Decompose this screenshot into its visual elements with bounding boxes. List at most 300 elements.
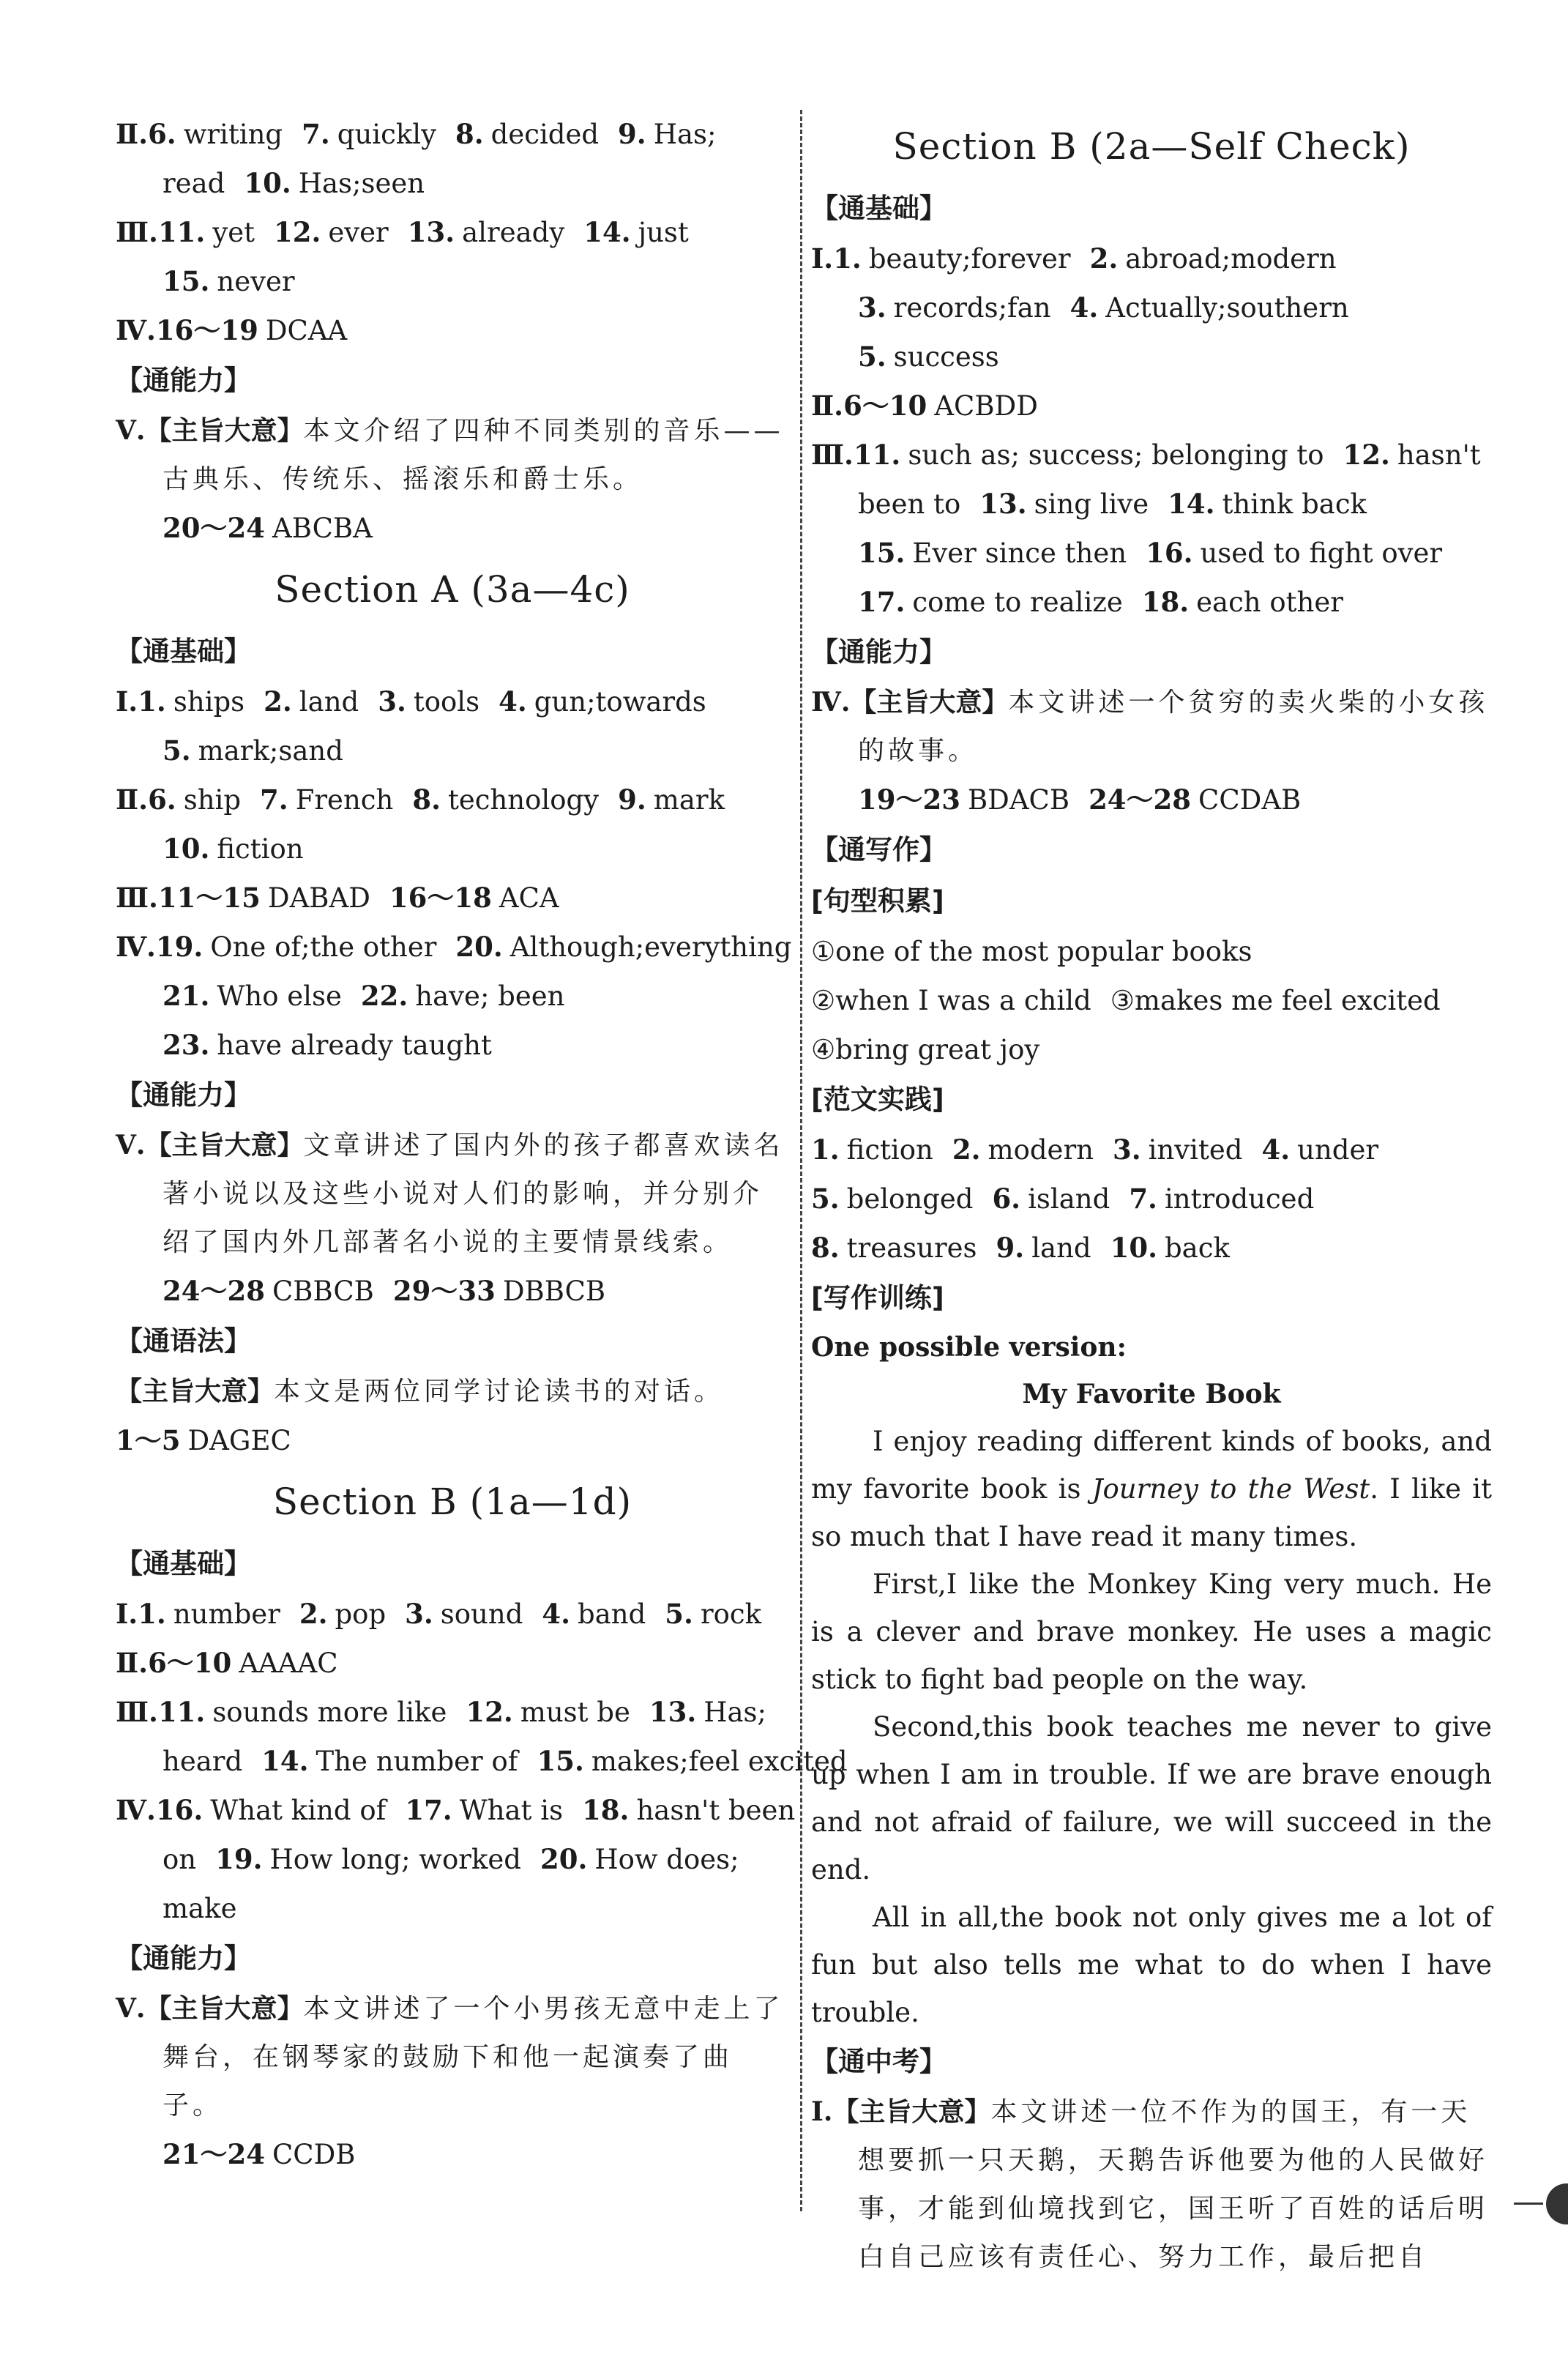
answer-line bbox=[116, 1737, 848, 1786]
category-heading: 【通能力】 bbox=[116, 1079, 251, 1111]
answer-item bbox=[405, 1598, 523, 1630]
item-number: 22. bbox=[360, 980, 408, 1012]
item-number: 19～23 bbox=[858, 783, 960, 816]
answer-line bbox=[811, 381, 1492, 431]
answer-item bbox=[811, 936, 1252, 967]
item-number: 17. bbox=[858, 586, 906, 618]
answer-item bbox=[1261, 1134, 1378, 1166]
answer-item bbox=[858, 488, 960, 520]
item-answer: DCAA bbox=[265, 315, 348, 346]
item-answer: Has;seen bbox=[298, 168, 425, 199]
answer-line bbox=[116, 1884, 789, 1933]
answer-item bbox=[163, 1844, 196, 1875]
main-idea bbox=[116, 1121, 789, 1267]
section-title: Section B (1a—1d) bbox=[272, 1481, 632, 1523]
book-title: Journey to the West bbox=[1091, 1473, 1370, 1505]
answer-item bbox=[264, 686, 359, 718]
answer-line bbox=[116, 824, 789, 874]
item-answer: technology bbox=[447, 784, 600, 816]
item-answer: yet bbox=[212, 217, 255, 248]
item-number: 15. bbox=[858, 537, 906, 569]
answer-item bbox=[618, 784, 725, 816]
item-number: 9. bbox=[618, 118, 646, 150]
item-number: 15. bbox=[537, 1745, 584, 1777]
item-number: Ⅰ.1. bbox=[116, 685, 166, 718]
item-number: 13. bbox=[407, 216, 455, 248]
item-answer: band bbox=[578, 1598, 646, 1630]
item-number: 8. bbox=[455, 118, 484, 150]
item-answer: modern bbox=[988, 1134, 1094, 1166]
item-answer: makes;feel excited bbox=[591, 1746, 848, 1777]
answer-item bbox=[811, 1183, 973, 1215]
subcategory-heading: [写作训练] bbox=[811, 1282, 944, 1314]
item-number: 19. bbox=[215, 1843, 263, 1875]
answer-item bbox=[163, 513, 373, 544]
answer-item bbox=[992, 1183, 1110, 1215]
item-answer: each other bbox=[1196, 587, 1343, 618]
item-answer: Has; bbox=[703, 1697, 767, 1728]
item-number: 3. bbox=[378, 685, 406, 718]
answer-item bbox=[393, 1276, 605, 1307]
answer-item bbox=[466, 1697, 630, 1728]
main-idea bbox=[116, 1367, 789, 1416]
item-answer: One of;the other bbox=[210, 931, 437, 963]
answer-item bbox=[858, 784, 1069, 816]
answer-line bbox=[811, 283, 1492, 332]
item-answer: rock bbox=[700, 1598, 762, 1630]
item-answer: have; been bbox=[415, 980, 565, 1012]
item-answer: island bbox=[1028, 1183, 1110, 1215]
answer-item bbox=[163, 1276, 374, 1307]
right-column bbox=[811, 110, 1492, 2282]
answer-line bbox=[811, 1174, 1492, 1224]
answer-line bbox=[116, 159, 789, 208]
paragraph-text: First,I like the Monkey King very much. He is a clever and brave monkey. He uses a magic stick to fight bad people on the way. bbox=[811, 1568, 1492, 1695]
answer-item bbox=[274, 217, 389, 248]
answer-line bbox=[116, 1021, 789, 1070]
item-answer: land bbox=[299, 686, 359, 718]
answer-line bbox=[811, 927, 1492, 976]
answer-item bbox=[163, 1893, 236, 1924]
item-answer: hasn't bbox=[1397, 439, 1481, 471]
answer-item bbox=[116, 1598, 280, 1630]
answer-item bbox=[361, 980, 565, 1012]
item-answer: records;fan bbox=[893, 292, 1051, 324]
answer-item bbox=[1089, 784, 1301, 816]
item-number: 2. bbox=[952, 1133, 981, 1166]
category-heading: 【通能力】 bbox=[811, 636, 947, 668]
answer-item bbox=[811, 1232, 977, 1264]
item-answer: ever bbox=[328, 217, 389, 248]
item-answer: DAGEC bbox=[187, 1425, 291, 1456]
category-heading: 【通基础】 bbox=[116, 636, 251, 667]
item-answer: tools bbox=[413, 686, 480, 718]
essay-title: My Favorite Book bbox=[1022, 1379, 1281, 1410]
item-answer: make bbox=[163, 1893, 237, 1924]
item-number: 18. bbox=[582, 1794, 630, 1826]
answer-item bbox=[163, 980, 342, 1012]
answer-item bbox=[811, 1134, 933, 1166]
item-answer: What kind of bbox=[210, 1795, 387, 1826]
answer-line bbox=[811, 529, 1492, 578]
item-number: 12. bbox=[273, 216, 321, 248]
answer-item bbox=[979, 488, 1149, 520]
answer-item bbox=[116, 686, 244, 718]
item-number: 7. bbox=[1129, 1183, 1157, 1215]
answer-line bbox=[811, 480, 1492, 529]
item-answer: number bbox=[173, 1598, 280, 1630]
answer-item bbox=[116, 882, 370, 914]
answer-line bbox=[811, 431, 1492, 480]
item-number: 12. bbox=[466, 1696, 513, 1728]
answer-item bbox=[1110, 1232, 1230, 1264]
item-number: 18. bbox=[1141, 586, 1190, 618]
item-answer: invited bbox=[1148, 1134, 1243, 1166]
item-answer: decided bbox=[490, 119, 600, 150]
item-number: 24～28 bbox=[163, 1275, 265, 1307]
main-idea-text: 本文是两位同学讨论读书的对话。 bbox=[274, 1377, 725, 1407]
main-idea bbox=[811, 2088, 1492, 2282]
answer-item bbox=[1113, 1134, 1243, 1166]
item-number: 4. bbox=[1261, 1133, 1291, 1166]
item-answer: BDACB bbox=[967, 784, 1070, 816]
item-number: Ⅲ.11～15 bbox=[116, 882, 261, 914]
answer-line bbox=[116, 1416, 789, 1465]
answer-line bbox=[116, 1267, 789, 1316]
answer-item bbox=[1070, 292, 1349, 324]
item-answer: mark bbox=[653, 784, 725, 816]
essay-paragraph bbox=[811, 1703, 1492, 1894]
answer-item bbox=[858, 587, 1123, 618]
category-heading: 【通能力】 bbox=[116, 365, 251, 396]
item-number: 2. bbox=[1089, 242, 1119, 275]
item-answer: ①one of the most popular books bbox=[811, 936, 1252, 967]
main-idea-label: Ⅰ.【主旨大意】 bbox=[811, 2096, 991, 2127]
item-number: 14. bbox=[1168, 488, 1215, 520]
item-answer: French bbox=[295, 784, 394, 816]
item-answer: heard bbox=[163, 1746, 243, 1777]
item-number: Ⅱ.6～10 bbox=[116, 1647, 232, 1679]
item-number: 3. bbox=[858, 291, 886, 324]
item-answer: ACA bbox=[499, 882, 559, 914]
main-idea-text: 本文介绍了四种不同类别的音乐——古典乐、传统乐、摇滚乐和爵士乐。 bbox=[163, 416, 784, 494]
answer-item bbox=[408, 217, 565, 248]
answer-line bbox=[116, 306, 789, 355]
item-answer: Has; bbox=[653, 119, 717, 150]
page-number-tab bbox=[1546, 2183, 1568, 2224]
item-number: 8. bbox=[811, 1232, 840, 1264]
answer-item bbox=[163, 266, 295, 297]
item-number: 5. bbox=[163, 734, 191, 767]
main-idea-text: 文章讲述了国内外的孩子都喜欢读名著小说以及这些小说对人们的影响，并分别介绍了国内外几部著名小说的主要情景线索。 bbox=[163, 1131, 784, 1257]
item-answer: think back bbox=[1222, 488, 1367, 520]
answer-item bbox=[583, 217, 689, 248]
answer-item bbox=[163, 833, 304, 865]
item-number: 7. bbox=[302, 118, 330, 150]
item-answer: DABAD bbox=[267, 882, 370, 914]
answer-item bbox=[858, 292, 1051, 324]
answer-item bbox=[260, 784, 393, 816]
column-divider bbox=[800, 110, 802, 2211]
answer-item bbox=[299, 1598, 386, 1630]
item-number: Ⅱ.6. bbox=[116, 783, 176, 816]
answer-item bbox=[858, 341, 999, 373]
main-idea-label: Ⅴ.【主旨大意】 bbox=[116, 415, 304, 446]
answer-item bbox=[811, 439, 1324, 471]
item-answer: ③makes me feel excited bbox=[1110, 985, 1441, 1016]
answer-line bbox=[116, 1786, 796, 1835]
item-answer: ④bring great joy bbox=[811, 1034, 1040, 1065]
item-answer: just bbox=[638, 217, 689, 248]
answer-item bbox=[618, 119, 716, 150]
answer-item bbox=[811, 985, 1091, 1016]
category-heading: 【通能力】 bbox=[116, 1943, 251, 1974]
item-number: 10. bbox=[1110, 1232, 1157, 1264]
answer-item bbox=[996, 1232, 1091, 1264]
item-answer: fiction bbox=[217, 833, 304, 865]
main-idea-text: 本文讲述一个贫穷的卖火柴的小女孩的故事。 bbox=[858, 688, 1489, 766]
item-answer: must be bbox=[520, 1697, 630, 1728]
item-answer: CCDB bbox=[272, 2139, 356, 2170]
answer-item bbox=[540, 1844, 739, 1875]
answer-line bbox=[116, 775, 789, 824]
item-answer: ships bbox=[173, 686, 245, 718]
item-number: 14. bbox=[583, 216, 631, 248]
answer-item bbox=[116, 217, 255, 248]
answer-item bbox=[378, 686, 479, 718]
item-answer: beauty;forever bbox=[868, 243, 1071, 275]
essay-paragraph bbox=[811, 1894, 1492, 2036]
item-answer: ABCBA bbox=[272, 513, 373, 544]
answer-item bbox=[163, 1029, 492, 1061]
item-number: 21. bbox=[163, 980, 210, 1012]
essay-paragraph bbox=[811, 1418, 1492, 1560]
answer-item bbox=[542, 1598, 646, 1630]
item-number: 20. bbox=[455, 931, 503, 963]
answer-item bbox=[302, 119, 436, 150]
answer-item bbox=[116, 1795, 386, 1826]
answer-line bbox=[811, 1224, 1492, 1273]
item-number: Ⅱ.6. bbox=[116, 118, 176, 150]
item-number: Ⅳ.16～19 bbox=[116, 314, 258, 346]
item-answer: AAAAC bbox=[239, 1647, 338, 1679]
item-answer: under bbox=[1297, 1134, 1379, 1166]
answer-line bbox=[116, 1835, 789, 1884]
item-number: 4. bbox=[542, 1598, 571, 1630]
item-answer: have already taught bbox=[217, 1029, 492, 1061]
item-number: 1. bbox=[811, 1133, 840, 1166]
item-answer: How does; bbox=[594, 1844, 739, 1875]
answer-item bbox=[1343, 439, 1481, 471]
answer-item bbox=[455, 119, 599, 150]
left-column bbox=[116, 110, 848, 2179]
answer-item bbox=[116, 784, 241, 816]
answer-line bbox=[811, 976, 1492, 1025]
item-answer: never bbox=[217, 266, 295, 297]
item-answer: writing bbox=[183, 119, 283, 150]
paragraph-text: All in all,the book not only gives me a lot of fun but also tells me what to do when I have trouble. bbox=[811, 1902, 1492, 2028]
item-number: 23. bbox=[163, 1029, 210, 1061]
item-answer: back bbox=[1164, 1232, 1230, 1264]
answer-item bbox=[499, 686, 706, 718]
item-number: 13. bbox=[979, 488, 1027, 520]
answer-line bbox=[116, 110, 789, 159]
answer-item bbox=[163, 2139, 355, 2170]
item-answer: How long; worked bbox=[269, 1844, 521, 1875]
answer-line bbox=[811, 332, 1492, 381]
main-idea-label: Ⅴ.【主旨大意】 bbox=[116, 1993, 304, 2024]
essay-paragraph bbox=[811, 1560, 1492, 1703]
item-number: 15. bbox=[163, 265, 210, 297]
answer-line bbox=[811, 1125, 1492, 1174]
item-answer: used to fight over bbox=[1200, 537, 1443, 569]
item-answer: quickly bbox=[337, 119, 436, 150]
answer-item bbox=[412, 784, 599, 816]
item-number: Ⅱ.6～10 bbox=[811, 390, 927, 422]
item-answer: been to bbox=[858, 488, 961, 520]
item-answer: sounds more like bbox=[212, 1697, 447, 1728]
main-idea bbox=[811, 678, 1492, 775]
answer-line bbox=[116, 874, 789, 923]
item-number: 7. bbox=[260, 783, 288, 816]
answer-line bbox=[116, 1639, 789, 1688]
answer-item bbox=[952, 1134, 1094, 1166]
answer-line bbox=[811, 1025, 1492, 1074]
answer-item bbox=[261, 1746, 518, 1777]
item-number: Ⅲ.11. bbox=[811, 439, 901, 471]
item-answer: The number of bbox=[316, 1746, 518, 1777]
item-number: 12. bbox=[1343, 439, 1390, 471]
answer-item bbox=[116, 931, 436, 963]
item-number: 17. bbox=[405, 1794, 452, 1826]
answer-item bbox=[116, 119, 283, 150]
item-answer: ship bbox=[183, 784, 242, 816]
answer-item bbox=[163, 1746, 242, 1777]
item-number: Ⅳ.16. bbox=[116, 1794, 204, 1826]
item-number: Ⅲ.11. bbox=[116, 216, 206, 248]
item-answer: treasures bbox=[846, 1232, 977, 1264]
item-answer: come to realize bbox=[912, 587, 1123, 618]
item-answer: on bbox=[163, 1844, 197, 1875]
answer-line bbox=[116, 2130, 789, 2179]
item-answer: read bbox=[163, 168, 225, 199]
answer-line bbox=[811, 578, 1492, 627]
item-number: 16. bbox=[1146, 537, 1193, 569]
answer-line bbox=[116, 504, 789, 553]
answer-item bbox=[1142, 587, 1343, 618]
answer-item bbox=[116, 1697, 447, 1728]
item-number: 29～33 bbox=[392, 1275, 496, 1307]
answer-item bbox=[1168, 488, 1367, 520]
main-idea bbox=[116, 1984, 789, 2130]
answer-item bbox=[389, 882, 559, 914]
page-number-dash bbox=[1514, 2203, 1543, 2205]
main-idea-label: Ⅳ.【主旨大意】 bbox=[811, 687, 1009, 718]
answer-line bbox=[116, 1688, 789, 1737]
item-number: 14. bbox=[261, 1745, 309, 1777]
item-answer: Ever since then bbox=[912, 537, 1127, 569]
answer-line bbox=[116, 1590, 789, 1639]
answer-item bbox=[405, 1795, 563, 1826]
answer-item bbox=[811, 1034, 1039, 1065]
subcategory-heading: [范文实践] bbox=[811, 1084, 944, 1115]
answer-item bbox=[1090, 243, 1337, 275]
answer-item bbox=[215, 1844, 521, 1875]
item-answer: Although;everything bbox=[509, 931, 792, 963]
item-answer: Actually;southern bbox=[1105, 292, 1349, 324]
item-number: 4. bbox=[499, 685, 527, 718]
item-number: 10. bbox=[163, 833, 210, 865]
item-answer: success bbox=[893, 341, 999, 373]
answer-item bbox=[1110, 985, 1441, 1016]
item-number: 2. bbox=[264, 685, 292, 718]
answer-line bbox=[811, 775, 1492, 824]
item-number: 5. bbox=[665, 1598, 693, 1630]
item-answer: DBBCB bbox=[502, 1276, 606, 1307]
answer-item bbox=[116, 1425, 291, 1456]
item-answer: abroad;modern bbox=[1125, 243, 1337, 275]
item-number: 20～24 bbox=[163, 512, 265, 544]
answer-item bbox=[811, 390, 1038, 422]
answer-line bbox=[811, 234, 1492, 283]
main-idea-text: 本文讲述了一个小男孩无意中走上了舞台，在钢琴家的鼓励下和他一起演奏了曲子。 bbox=[163, 1994, 784, 2120]
category-heading: 【通中考】 bbox=[811, 2046, 947, 2077]
item-number: 6. bbox=[992, 1183, 1021, 1215]
item-number: 13. bbox=[649, 1696, 697, 1728]
paragraph-text: Second,this book teaches me never to give up when I am in trouble. If we are brave enough and not afraid of failure, we will succeed in the end. bbox=[811, 1711, 1492, 1885]
item-number: 1～5 bbox=[116, 1424, 181, 1456]
item-answer: gun;towards bbox=[534, 686, 706, 718]
item-answer: land bbox=[1031, 1232, 1091, 1264]
answer-item bbox=[116, 315, 347, 346]
item-answer: ACBDD bbox=[934, 390, 1038, 422]
item-number: 10. bbox=[244, 167, 291, 199]
item-answer: What is bbox=[459, 1795, 564, 1826]
answer-item bbox=[665, 1598, 761, 1630]
answer-item bbox=[582, 1795, 795, 1826]
category-heading: 【通写作】 bbox=[811, 834, 947, 865]
item-answer: such as; success; belonging to bbox=[908, 439, 1324, 471]
paragraph-text: I enjoy reading different kinds of books, and my favorite book is bbox=[811, 1426, 1492, 1505]
answer-item bbox=[1129, 1183, 1314, 1215]
item-answer: Who else bbox=[217, 980, 342, 1012]
category-heading: 【通基础】 bbox=[811, 193, 947, 224]
item-answer: CBBCB bbox=[272, 1276, 374, 1307]
item-answer: mark;sand bbox=[198, 735, 343, 767]
main-idea-label: Ⅴ.【主旨大意】 bbox=[116, 1130, 304, 1161]
section-title: Section B (2a—Self Check) bbox=[892, 125, 1411, 168]
item-number: 24～28 bbox=[1089, 783, 1192, 816]
item-answer: hasn't been bbox=[636, 1795, 796, 1826]
item-answer: sound bbox=[440, 1598, 523, 1630]
item-answer: fiction bbox=[846, 1134, 933, 1166]
main-idea-label: 【主旨大意】 bbox=[116, 1376, 275, 1407]
item-answer: sing live bbox=[1034, 488, 1149, 520]
item-number: 9. bbox=[618, 783, 646, 816]
category-heading: 【通语法】 bbox=[116, 1325, 251, 1357]
item-number: 4. bbox=[1069, 291, 1099, 324]
answer-item bbox=[163, 168, 225, 199]
item-number: 21～24 bbox=[163, 2138, 265, 2170]
answer-line bbox=[116, 677, 789, 726]
main-idea-text: 本文讲述一位不作为的国王，有一天想要抓一只天鹅，天鹅告诉他要为他的人民做好事，才能到仙境找到它，国王听了百姓的话后明白自己应该有责任心、努力工作，最后把自 bbox=[858, 2097, 1489, 2272]
answer-line bbox=[116, 923, 792, 972]
item-number: Ⅰ.1. bbox=[116, 1598, 166, 1630]
item-number: 5. bbox=[811, 1183, 840, 1215]
section-title: Section A (3a—4c) bbox=[275, 568, 630, 611]
item-number: Ⅰ.1. bbox=[811, 242, 862, 275]
main-idea bbox=[116, 406, 789, 504]
